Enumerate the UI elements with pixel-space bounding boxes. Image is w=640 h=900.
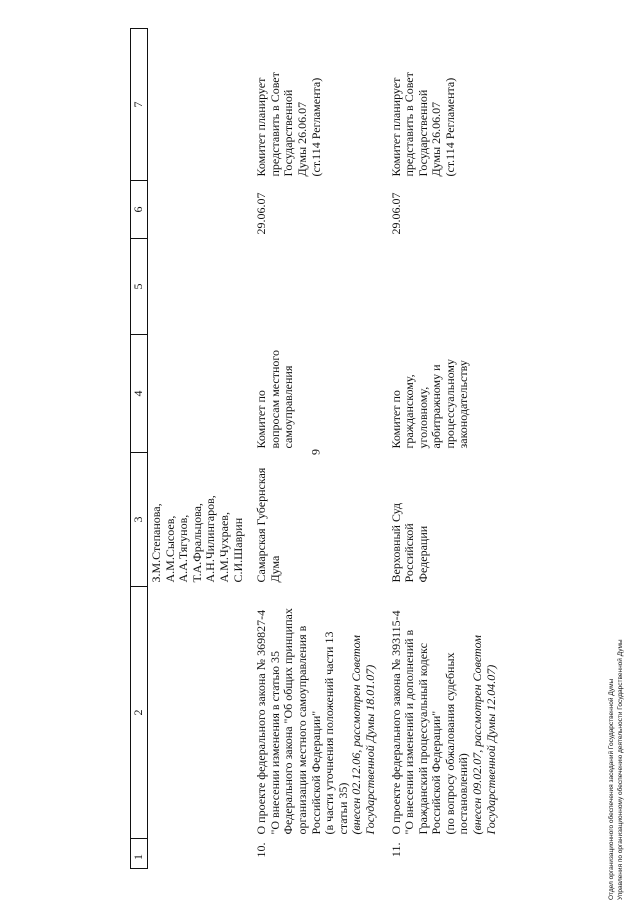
initiator (253, 453, 387, 587)
author-name: З.М.Степанова, (149, 503, 163, 583)
note-line: Государственной (281, 89, 296, 177)
page-footer (607, 639, 625, 900)
column-5-cell (253, 239, 387, 335)
bill-note: (внесен 09.02.07, рассмотрен Советом (470, 635, 485, 835)
bill-line: (по вопросу обжалования судебных (442, 652, 457, 835)
date: 29.06.07 (254, 192, 269, 235)
note-line: (ст.114 Регламента) (442, 77, 457, 177)
column-header-2: 2 (131, 587, 148, 839)
bill-description (388, 587, 509, 839)
initiator-line: Федерации (415, 525, 430, 583)
author-name: С.И.Шаврин (230, 517, 245, 583)
column-header-1: 1 (131, 839, 148, 869)
author-name: А.М.Сысоев, (162, 515, 177, 583)
column-header-3: 3 (131, 453, 148, 587)
initiator-line: Дума (267, 555, 282, 583)
footer-line: Управления по организационному обеспечению деятельности Государственной Думы (617, 639, 624, 900)
committee-line: Комитет по (254, 390, 269, 449)
bill-line: "О внесении изменений и дополнений в (402, 629, 417, 835)
committee-line: арбитражному и (429, 364, 444, 449)
page-number: 9 (308, 449, 323, 455)
bill-note: Государственной Думы 12.04.07) (483, 664, 498, 835)
note (388, 29, 509, 181)
rotated-sheet (10, 9, 630, 889)
committee-line: самоуправления (281, 365, 296, 449)
author-name: А.А.Тягунов, (176, 514, 191, 583)
committee (253, 335, 387, 453)
table-row (253, 29, 387, 869)
bill-line: статьи 35) (335, 782, 350, 835)
initiator-line: Самарская Губернская (254, 467, 269, 583)
initiator-line: Верховный Суд (388, 503, 403, 583)
column-header-7: 7 (131, 29, 148, 181)
initiator-line: Российской (402, 523, 417, 583)
table-row (388, 29, 509, 869)
authors-list (148, 453, 254, 587)
note-line: (ст.114 Регламента) (308, 77, 323, 177)
bill-line: постановлений) (456, 753, 471, 835)
note (253, 29, 387, 181)
note-line: представить в Совет (402, 72, 417, 177)
column-5-cell (388, 239, 509, 335)
note-line: Комитет планирует (388, 77, 403, 177)
row-number: 11. (388, 842, 403, 858)
bill-line: Российской Федерации" (308, 710, 323, 835)
committee-line: процессуальному (442, 359, 457, 449)
committee-line: Комитет по (388, 390, 403, 449)
continuation-row (148, 29, 254, 869)
bill-line: Российской Федерации" (429, 710, 444, 835)
author-name: А.Н.Чилингаров, (203, 495, 218, 583)
bill-line: "О внесении изменения в статью 35 (267, 651, 282, 835)
row-number: 10. (254, 842, 269, 858)
footer-line: Отдел организационного обеспечения заседаний Государственной Думы (608, 678, 615, 900)
bill-line: Федерального закона "Об общих принципах (281, 608, 296, 835)
author-name: А.М.Чухраев, (216, 512, 231, 583)
bill-note: Государственной Думы 18.01.07) (362, 664, 377, 835)
initiator (388, 453, 509, 587)
bill-line: Гражданский процессуальный кодекс (415, 643, 430, 835)
bill-line: О проекте федерального закона № 393115-4 (388, 610, 403, 835)
note-line: представить в Совет (267, 72, 282, 177)
bills-table (130, 28, 508, 869)
column-header-4: 4 (131, 335, 148, 453)
bill-line: организации местного самоуправления в (294, 625, 309, 835)
committee-line: законодательству (456, 360, 471, 449)
column-header-6: 6 (131, 181, 148, 239)
bill-line: (в части уточнения положений части 13 (322, 631, 337, 835)
note-line: Думы 26.06.07 (294, 101, 309, 177)
committee-line: вопросам местного (267, 349, 282, 449)
committee (388, 335, 509, 453)
note-line: Комитет планирует (254, 77, 269, 177)
committee-line: уголовному, (415, 386, 430, 449)
author-name: Т.А.Фральцова, (189, 503, 204, 583)
bill-line: О проекте федерального закона № 369827-4 (254, 609, 269, 835)
note-line: Государственной (415, 89, 430, 177)
column-number-header (131, 29, 148, 869)
column-header-5: 5 (131, 239, 148, 335)
committee-line: гражданскому, (402, 374, 417, 449)
date: 29.06.07 (388, 192, 403, 235)
note-line: Думы 26.06.07 (429, 101, 444, 177)
bill-description (253, 587, 387, 839)
bill-note: (внесен 02.12.06, рассмотрен Советом (349, 635, 364, 835)
